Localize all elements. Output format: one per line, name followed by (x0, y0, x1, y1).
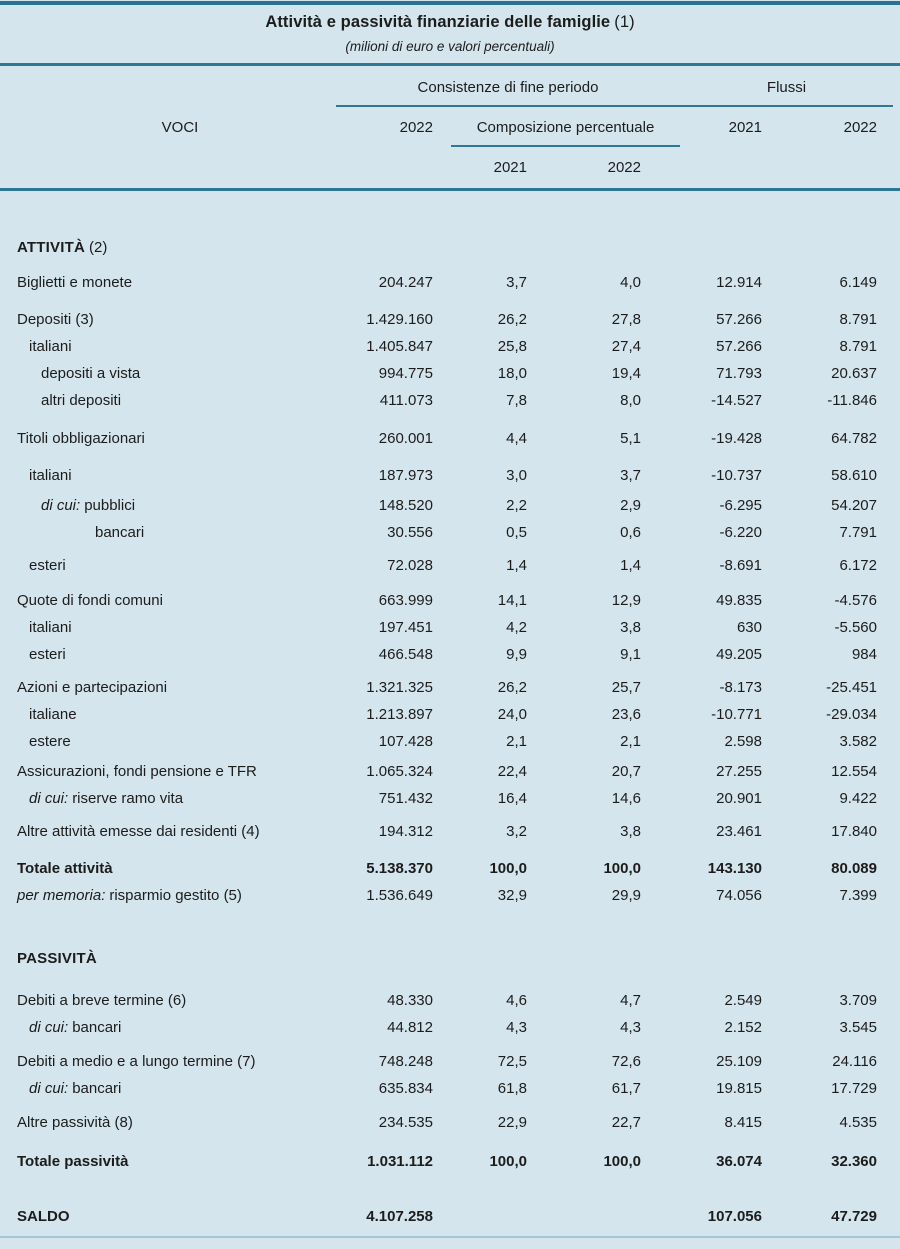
row-group (0, 1203, 900, 1230)
cell-value: -19.428 (711, 430, 762, 447)
table-row (0, 674, 900, 701)
cell-value: 17.840 (831, 823, 877, 840)
table-row (0, 387, 900, 414)
section-passivita (0, 945, 900, 1175)
row-label (0, 1048, 333, 1075)
cell-value: -29.034 (826, 706, 877, 723)
cell-value: 36.074 (716, 1153, 762, 1170)
row-group (0, 462, 900, 489)
cell-value: 61,8 (497, 1080, 527, 1097)
row-group (0, 1109, 900, 1136)
cell-value: 20,7 (611, 763, 641, 780)
row-label-text: italiani (29, 338, 72, 355)
cell-value: 30.556 (387, 524, 433, 541)
table-row (0, 855, 900, 882)
table-header (0, 66, 900, 188)
table-row (0, 587, 900, 614)
cell-value: 20.637 (831, 365, 877, 382)
row-label-text: depositi a vista (41, 365, 141, 382)
row-group (0, 1148, 900, 1175)
section-attivita (0, 234, 900, 909)
cell-value: 1.405.847 (366, 338, 433, 355)
cell-value: 16,4 (497, 790, 527, 807)
cell-value: -5.560 (834, 619, 877, 636)
row-label-prefix: di cui: (29, 1019, 69, 1036)
cell-value: 100,0 (489, 1153, 527, 1170)
table-row (0, 1203, 900, 1230)
cell-value: 2,2 (506, 497, 527, 514)
cell-value: 1,4 (506, 557, 527, 574)
row-group (0, 492, 900, 546)
cell-value: 20.901 (716, 790, 762, 807)
cell-value: -10.737 (711, 467, 762, 484)
cell-value: 27,8 (611, 311, 641, 328)
row-label-text: altri depositi (41, 392, 122, 409)
cell-value: 197.451 (378, 619, 433, 636)
cell-value: 2,1 (506, 733, 527, 750)
table-row (0, 614, 900, 641)
cell-value: 57.266 (716, 311, 762, 328)
bottom-border-rule (0, 1236, 900, 1238)
cell-value: 4,6 (506, 992, 527, 1009)
cell-value: 3.582 (839, 733, 877, 750)
cell-value: 8.415 (724, 1114, 762, 1131)
cell-value: 663.999 (378, 592, 433, 609)
cell-value: 9,9 (506, 646, 527, 663)
cell-value: 25,8 (497, 338, 527, 355)
row-label (0, 1014, 333, 1041)
cell-value: 25,7 (611, 679, 641, 696)
cell-value: 61,7 (611, 1080, 641, 1097)
row-label (0, 462, 333, 489)
row-label-text: Altre passività (8) (17, 1114, 133, 1131)
cell-value: 3,7 (506, 274, 527, 291)
cell-value: 58.610 (831, 467, 877, 484)
cell-value: 984 (851, 646, 877, 663)
cell-value: 148.520 (378, 497, 433, 514)
row-label-text: Totale attività (17, 860, 113, 877)
table-row (0, 519, 900, 546)
row-label (0, 425, 333, 452)
row-label (0, 1075, 333, 1102)
cell-value: 0,6 (620, 524, 641, 541)
cell-value: 24.116 (832, 1053, 877, 1070)
header-flussi-2021: 2021 (728, 119, 762, 136)
table-row (0, 701, 900, 728)
table-row (0, 758, 900, 785)
cell-value: 32.360 (831, 1153, 877, 1170)
row-label (0, 492, 333, 519)
row-label (0, 269, 333, 296)
cell-value: 3,2 (506, 823, 527, 840)
cell-value: 72,6 (611, 1053, 641, 1070)
row-groups (0, 987, 900, 1175)
cell-value: -14.527 (711, 392, 762, 409)
table-row (0, 1075, 900, 1102)
cell-value: 1.321.325 (366, 679, 433, 696)
row-group (0, 425, 900, 452)
row-label (0, 1148, 333, 1175)
cell-value: 2.549 (724, 992, 762, 1009)
table-row (0, 818, 900, 845)
cell-value: 2.598 (724, 733, 762, 750)
rule-under-header (0, 188, 900, 191)
cell-value: 17.729 (831, 1080, 877, 1097)
cell-value: 2,1 (620, 733, 641, 750)
row-label (0, 882, 333, 909)
row-label-prefix: per memoria: (17, 887, 106, 904)
cell-value: 4,2 (506, 619, 527, 636)
row-label-text: Biglietti e monete (17, 274, 133, 291)
row-label-text: Titoli obbligazionari (17, 430, 145, 447)
row-label-text: italiani (29, 467, 72, 484)
header-flussi-2022: 2022 (843, 119, 877, 136)
cell-value: 8,0 (620, 392, 641, 409)
cell-value: 2.152 (724, 1019, 762, 1036)
cell-value: 4,3 (620, 1019, 641, 1036)
top-border-rule (0, 1, 900, 5)
row-group (0, 269, 900, 296)
row-label-text: Altre attività emesse dai residenti (4) (17, 823, 260, 840)
cell-value: -25.451 (826, 679, 877, 696)
cell-value: 748.248 (378, 1053, 433, 1070)
header-composizione-2021: 2021 (493, 159, 527, 176)
cell-value: 7.399 (839, 887, 877, 904)
cell-value: 4.535 (839, 1114, 877, 1131)
cell-value: 994.775 (378, 365, 433, 382)
table-row (0, 492, 900, 519)
cell-value: 635.834 (378, 1080, 433, 1097)
cell-value: -8.691 (719, 557, 762, 574)
row-label (0, 519, 333, 546)
cell-value: 187.973 (378, 467, 433, 484)
cell-value: 71.793 (716, 365, 762, 382)
cell-value: 22,7 (611, 1114, 641, 1131)
cell-value: 4,4 (506, 430, 527, 447)
row-label-text: bancari (72, 1080, 122, 1097)
cell-value: 32,9 (497, 887, 527, 904)
cell-value: 4.107.258 (366, 1208, 433, 1225)
cell-value: 5,1 (620, 430, 641, 447)
row-label (0, 1203, 333, 1230)
cell-value: 3,0 (506, 467, 527, 484)
cell-value: 47.729 (831, 1208, 877, 1225)
row-label-prefix: di cui: (29, 790, 69, 807)
page-title-text: Attività e passività finanziarie delle famiglie (265, 13, 611, 31)
cell-value: 72,5 (497, 1053, 527, 1070)
cell-value: 24,0 (497, 706, 527, 723)
table-row (0, 1109, 900, 1136)
cell-value: 27.255 (716, 763, 762, 780)
row-label-text: pubblici (84, 497, 136, 514)
cell-value: 0,5 (506, 524, 527, 541)
cell-value: 23.461 (716, 823, 762, 840)
cell-value: 12.554 (831, 763, 877, 780)
header-composizione-2022: 2022 (607, 159, 641, 176)
cell-value: 19,4 (611, 365, 641, 382)
table-row (0, 269, 900, 296)
row-group (0, 1048, 900, 1102)
cell-value: 1.213.897 (366, 706, 433, 723)
row-label-text: risparmio gestito (5) (109, 887, 242, 904)
cell-value: 1.031.112 (367, 1153, 433, 1170)
row-label-text: bancari (72, 1019, 122, 1036)
cell-value (527, 1203, 641, 1230)
row-label (0, 360, 333, 387)
cell-value: 14,1 (497, 592, 527, 609)
row-label-text: Quote di fondi comuni (17, 592, 163, 609)
cell-value: 27,4 (611, 338, 641, 355)
cell-value: 14,6 (611, 790, 641, 807)
cell-value: 72.028 (387, 557, 433, 574)
row-label-text: estere (29, 733, 71, 750)
table-row (0, 552, 900, 579)
cell-value: 57.266 (716, 338, 762, 355)
table-row (0, 360, 900, 387)
cell-value: 7,8 (506, 392, 527, 409)
cell-value: 1.536.649 (366, 887, 433, 904)
row-groups (0, 269, 900, 909)
cell-value: 9,1 (620, 646, 641, 663)
cell-value: 466.548 (378, 646, 433, 663)
row-label (0, 1109, 333, 1136)
row-label-text: esteri (29, 557, 66, 574)
cell-value: -6.220 (719, 524, 762, 541)
cell-value: 751.432 (378, 790, 433, 807)
cell-value: 3.545 (839, 1019, 877, 1036)
row-label-text: italiani (29, 619, 72, 636)
rule-under-composizione (451, 145, 680, 147)
cell-value: 3,7 (620, 467, 641, 484)
row-label (0, 987, 333, 1014)
row-label-text: esteri (29, 646, 66, 663)
row-label (0, 728, 333, 755)
table-row (0, 333, 900, 360)
cell-value: 49.835 (716, 592, 762, 609)
table-row (0, 462, 900, 489)
cell-value: 25.109 (716, 1053, 762, 1070)
table-row (0, 425, 900, 452)
cell-value: 64.782 (831, 430, 877, 447)
row-label-text: riserve ramo vita (72, 790, 184, 807)
cell-value: -11.846 (827, 392, 877, 409)
row-label (0, 855, 333, 882)
row-group (0, 987, 900, 1041)
section-title-text: PASSIVITÀ (17, 950, 97, 967)
row-group (0, 674, 900, 755)
cell-value: 7.791 (839, 524, 877, 541)
cell-value: 74.056 (716, 887, 762, 904)
table-row (0, 306, 900, 333)
cell-value: 4,7 (620, 992, 641, 1009)
cell-value: -4.576 (834, 592, 877, 609)
section-title (0, 945, 900, 972)
page-title-footnote-ref: (1) (614, 13, 635, 31)
row-label (0, 674, 333, 701)
cell-value: 18,0 (497, 365, 527, 382)
table-row (0, 987, 900, 1014)
row-group (0, 552, 900, 579)
cell-value: 630 (736, 619, 762, 636)
row-label (0, 306, 333, 333)
header-consistenze-2022: 2022 (399, 119, 433, 136)
table-row (0, 641, 900, 668)
cell-value: 80.089 (831, 860, 877, 877)
row-label (0, 641, 333, 668)
cell-value: 29,9 (611, 887, 641, 904)
cell-value: 22,9 (497, 1114, 527, 1131)
cell-value: 260.001 (378, 430, 433, 447)
row-label-text: SALDO (17, 1208, 70, 1225)
table-row (0, 1148, 900, 1175)
cell-value: 8.791 (839, 311, 877, 328)
cell-value: 107.056 (707, 1208, 762, 1225)
cell-value (433, 1203, 527, 1230)
cell-value: 4,0 (620, 274, 641, 291)
table-row (0, 1014, 900, 1041)
cell-value: 9.422 (839, 790, 877, 807)
cell-value: 5.138.370 (366, 860, 433, 877)
header-group-consistenze: Consistenze di fine periodo (417, 79, 599, 96)
row-label-text: Depositi (3) (17, 311, 94, 328)
row-group (0, 306, 900, 414)
table-title-block (0, 13, 900, 54)
table-row (0, 728, 900, 755)
cell-value: 3,8 (620, 823, 641, 840)
cell-value: 49.205 (716, 646, 762, 663)
table-row (0, 882, 900, 909)
cell-value: 12,9 (611, 592, 641, 609)
row-label-text: Debiti a medio e a lungo termine (7) (17, 1053, 256, 1070)
cell-value: 143.130 (707, 860, 762, 877)
row-label-text: Totale passività (17, 1153, 129, 1170)
header-group-flussi: Flussi (766, 79, 807, 96)
table-body (0, 192, 900, 1230)
row-label (0, 587, 333, 614)
section-saldo (0, 1203, 900, 1230)
row-label (0, 785, 333, 812)
cell-value: 1.429.160 (366, 311, 433, 328)
cell-value: 411.073 (379, 392, 433, 409)
cell-value: 100,0 (603, 1153, 641, 1170)
row-label-text: Assicurazioni, fondi pensione e TFR (17, 763, 257, 780)
row-group (0, 818, 900, 845)
row-label-text: bancari (95, 524, 145, 541)
section-title (0, 234, 900, 261)
row-group (0, 855, 900, 909)
row-label (0, 818, 333, 845)
row-label-text: Debiti a breve termine (6) (17, 992, 187, 1009)
section-title-footnote-ref: (2) (88, 239, 108, 256)
row-label-prefix: di cui: (29, 1080, 69, 1097)
page-title (0, 13, 900, 32)
cell-value: -8.173 (719, 679, 762, 696)
cell-value: 54.207 (831, 497, 877, 514)
cell-value: 204.247 (378, 274, 433, 291)
cell-value: 1,4 (620, 557, 641, 574)
cell-value: 3.709 (839, 992, 877, 1009)
row-label (0, 701, 333, 728)
cell-value: 6.149 (839, 274, 877, 291)
cell-value: 19.815 (716, 1080, 762, 1097)
row-label-text: Azioni e partecipazioni (17, 679, 168, 696)
cell-value: 194.312 (378, 823, 433, 840)
cell-value: 6.172 (839, 557, 877, 574)
row-label (0, 758, 333, 785)
cell-value: 107.428 (378, 733, 433, 750)
cell-value: 2,9 (620, 497, 641, 514)
cell-value: 100,0 (603, 860, 641, 877)
section-title-text: ATTIVITÀ (17, 239, 85, 256)
row-label (0, 552, 333, 579)
cell-value: 3,8 (620, 619, 641, 636)
cell-value: 44.812 (387, 1019, 433, 1036)
table-row (0, 785, 900, 812)
cell-value: 12.914 (716, 274, 762, 291)
cell-value: 48.330 (387, 992, 433, 1009)
row-label (0, 614, 333, 641)
cell-value: 8.791 (839, 338, 877, 355)
cell-value: 100,0 (489, 860, 527, 877)
table-row (0, 1048, 900, 1075)
page-subtitle: (milioni di euro e valori percentuali) (345, 39, 555, 54)
cell-value: 26,2 (497, 311, 527, 328)
row-label (0, 387, 333, 414)
row-group (0, 587, 900, 668)
row-group (0, 758, 900, 812)
header-composizione-percentuale: Composizione percentuale (476, 119, 655, 136)
cell-value: 1.065.324 (366, 763, 433, 780)
row-groups (0, 1203, 900, 1230)
row-label-text: italiane (29, 706, 77, 723)
cell-value: 22,4 (497, 763, 527, 780)
row-label-prefix: di cui: (41, 497, 81, 514)
cell-value: -10.771 (711, 706, 762, 723)
row-label (0, 333, 333, 360)
cell-value: -6.295 (719, 497, 762, 514)
cell-value: 23,6 (611, 706, 641, 723)
cell-value: 26,2 (497, 679, 527, 696)
cell-value: 4,3 (506, 1019, 527, 1036)
rule-under-column-groups (336, 105, 893, 107)
header-voci: VOCI (161, 119, 199, 136)
cell-value: 234.535 (378, 1114, 433, 1131)
